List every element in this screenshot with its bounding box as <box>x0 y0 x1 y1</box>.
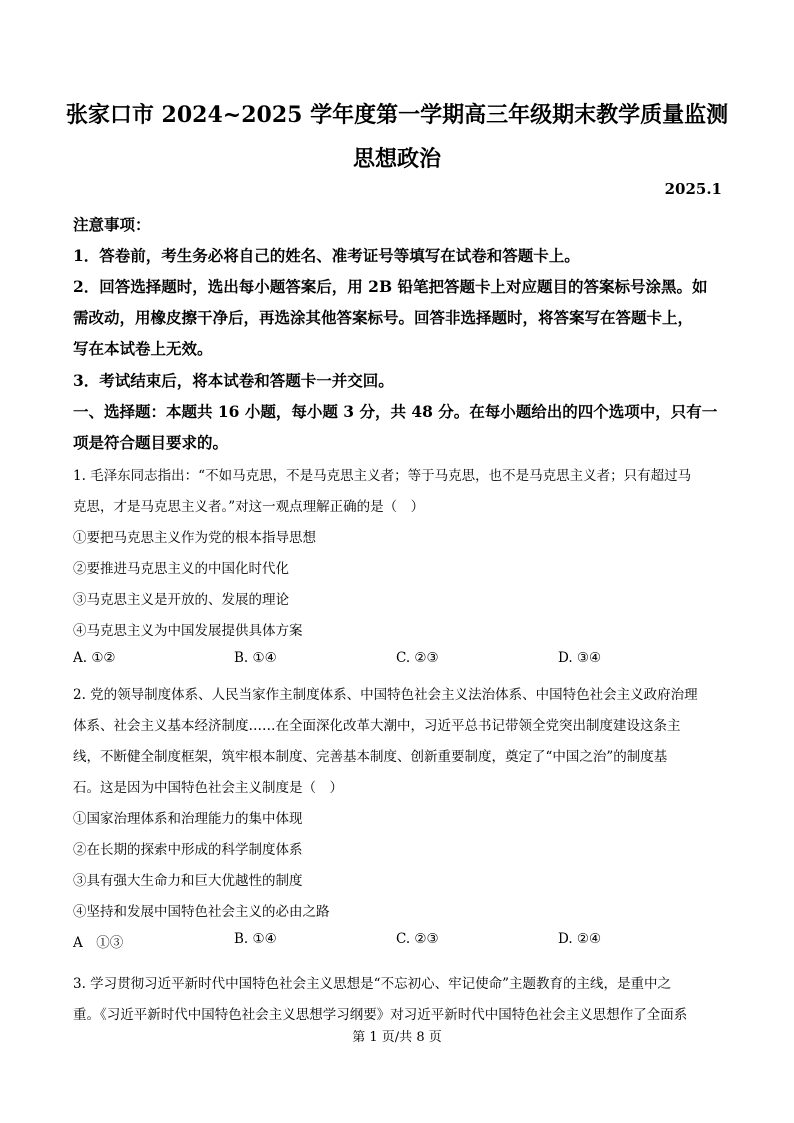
question-2-option-b[interactable]: B. ①④ <box>234 931 277 947</box>
notice-heading: 注意事项： <box>73 215 151 234</box>
question-3-text: 3. 学习贯彻习近平新时代中国特色社会主义思想是“不忘初心、牢记使命”主题教育的主线，是重中之 <box>73 976 671 992</box>
question-1-statement: ③马克思主义是开放的、发展的理论 <box>73 592 289 608</box>
question-1-text: 1. 毛泽东同志指出：“不如马克思，不是马克思主义者；等于马克思，也不是马克思主义者；只有超过马 <box>73 468 692 484</box>
notice-item: 需改动，用橡皮擦干净后，再选涂其他答案标号。回答非选择题时，将答案写在答题卡上， <box>73 308 694 327</box>
question-1-option-c[interactable]: C. ②③ <box>396 650 439 666</box>
question-2-statement: ②在长期的探索中形成的科学制度体系 <box>73 842 303 858</box>
question-1-statement: ②要推进马克思主义的中国化时代化 <box>73 561 289 577</box>
question-2-statement: ③具有强大生命力和巨大优越性的制度 <box>73 873 303 889</box>
question-2-text: 体系、社会主义基本经济制度……在全面深化改革大潮中，习近平总书记带领全党突出制度建设这条主 <box>73 718 681 734</box>
question-2-text: 线，不断健全制度框架，筑牢根本制度、完善基本制度、创新重要制度，奠定了“中国之治”的制度基 <box>73 749 668 765</box>
section-heading: 一、选择题：本题共 16 小题，每小题 3 分，共 48 分。在每小题给出的四个选项中，只有一 <box>73 402 718 421</box>
notice-item: 写在本试卷上无效。 <box>73 339 213 358</box>
question-1-text: 克思，才是马克思主义者。”对这一观点理解正确的是（ ） <box>73 499 425 515</box>
notice-item: 1．答卷前，考生务必将自己的姓名、准考证号等填写在试卷和答题卡上。 <box>73 246 580 265</box>
question-2-statement: ①国家治理体系和治理能力的集中体现 <box>73 811 303 827</box>
question-2-option-c[interactable]: C. ②③ <box>396 931 439 947</box>
subject-title: 思想政治 <box>352 146 441 172</box>
question-2-option-d[interactable]: D. ②④ <box>558 931 602 947</box>
question-2-statement: ④坚持和发展中国特色社会主义的必由之路 <box>73 904 330 920</box>
question-1-statement: ④马克思主义为中国发展提供具体方案 <box>73 623 303 639</box>
notice-item: 2．回答选择题时，选出每小题答案后，用 2B 铅笔把答题卡上对应题目的答案标号涂黑。如 <box>73 277 708 296</box>
notice-item: 3．考试结束后，将本试卷和答题卡一并交回。 <box>73 371 394 390</box>
question-2-text: 2. 党的领导制度体系、人民当家作主制度体系、中国特色社会主义法治体系、中国特色社会主义政府治理 <box>73 687 698 703</box>
exam-title: 张家口市 2024~2025 学年度第一学期高三年级期末教学质量监测 <box>65 102 729 128</box>
question-1-statement: ①要把马克思主义作为党的根本指导思想 <box>73 530 316 546</box>
question-2-text: 石。这是因为中国特色社会主义制度是（ ） <box>73 780 343 796</box>
question-1-option-d[interactable]: D. ③④ <box>558 650 602 666</box>
question-2-option-a[interactable]: A ①③ <box>73 935 124 951</box>
exam-date: 2025.1 <box>664 180 722 198</box>
question-1-option-a[interactable]: A. ①② <box>73 650 116 666</box>
question-1-option-b[interactable]: B. ①④ <box>234 650 277 666</box>
page-number: 第 1 页/共 8 页 <box>352 1030 442 1045</box>
question-3-text: 重。《习近平新时代中国特色社会主义思想学习纲要》对习近平新时代中国特色社会主义思想作了全面系 <box>73 1007 688 1023</box>
section-heading-cont: 项是符合题目要求的。 <box>73 433 229 452</box>
